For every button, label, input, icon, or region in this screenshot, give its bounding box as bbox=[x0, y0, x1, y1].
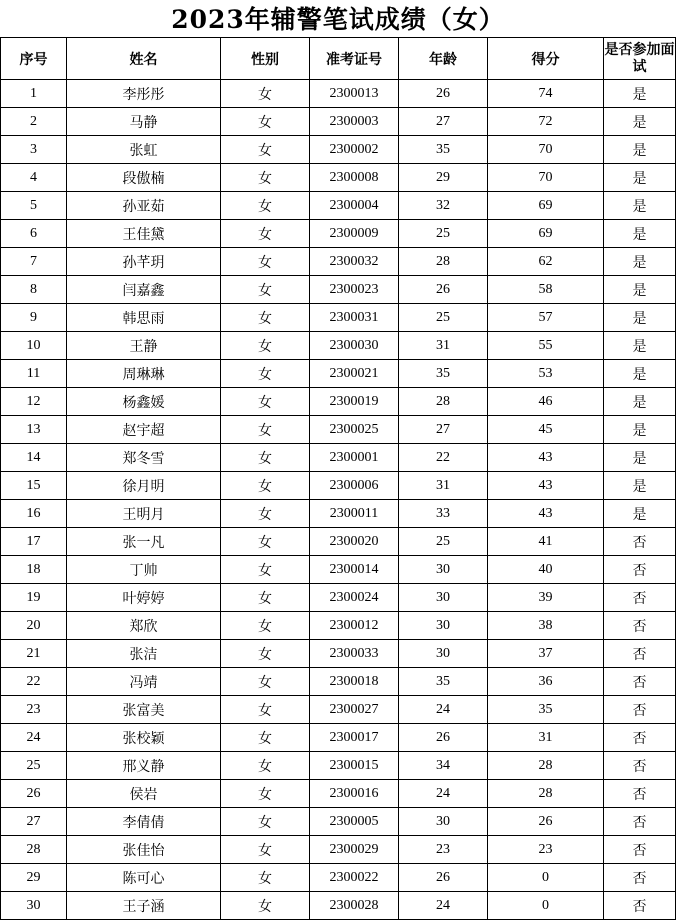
header-row bbox=[1, 38, 676, 80]
cell-seq: 28 bbox=[1, 836, 67, 864]
table-row bbox=[1, 892, 676, 920]
cell-interview: 是 bbox=[604, 416, 676, 444]
cell-gender: 女 bbox=[221, 612, 310, 640]
cell-age: 33 bbox=[399, 500, 488, 528]
cell-age: 30 bbox=[399, 584, 488, 612]
cell-gender: 女 bbox=[221, 640, 310, 668]
cell-interview: 是 bbox=[604, 388, 676, 416]
cell-gender: 女 bbox=[221, 696, 310, 724]
table-row bbox=[1, 780, 676, 808]
cell-age: 22 bbox=[399, 444, 488, 472]
cell-exam-id: 2300031 bbox=[310, 304, 399, 332]
cell-score: 28 bbox=[488, 752, 604, 780]
cell-seq: 20 bbox=[1, 612, 67, 640]
cell-age: 24 bbox=[399, 780, 488, 808]
page-title: 2023年辅警笔试成绩（女） bbox=[171, 5, 505, 34]
cell-name: 孙亚茹 bbox=[67, 192, 221, 220]
cell-exam-id: 2300015 bbox=[310, 752, 399, 780]
cell-name: 郑欣 bbox=[67, 612, 221, 640]
cell-gender: 女 bbox=[221, 864, 310, 892]
cell-exam-id: 2300030 bbox=[310, 332, 399, 360]
table-row bbox=[1, 388, 676, 416]
cell-age: 35 bbox=[399, 360, 488, 388]
cell-score: 57 bbox=[488, 304, 604, 332]
header-score: 得分 bbox=[488, 38, 604, 80]
table-row bbox=[1, 864, 676, 892]
cell-interview: 否 bbox=[604, 836, 676, 864]
cell-exam-id: 2300029 bbox=[310, 836, 399, 864]
cell-age: 24 bbox=[399, 696, 488, 724]
cell-name: 李彤彤 bbox=[67, 80, 221, 108]
cell-age: 35 bbox=[399, 136, 488, 164]
cell-name: 孙芊玥 bbox=[67, 248, 221, 276]
cell-seq: 27 bbox=[1, 808, 67, 836]
cell-exam-id: 2300021 bbox=[310, 360, 399, 388]
cell-score: 70 bbox=[488, 164, 604, 192]
cell-score: 40 bbox=[488, 556, 604, 584]
cell-seq: 26 bbox=[1, 780, 67, 808]
cell-seq: 29 bbox=[1, 864, 67, 892]
cell-age: 28 bbox=[399, 248, 488, 276]
table-row bbox=[1, 360, 676, 388]
cell-exam-id: 2300032 bbox=[310, 248, 399, 276]
cell-interview: 否 bbox=[604, 780, 676, 808]
cell-interview: 否 bbox=[604, 808, 676, 836]
cell-gender: 女 bbox=[221, 528, 310, 556]
cell-score: 0 bbox=[488, 864, 604, 892]
table-row bbox=[1, 640, 676, 668]
cell-seq: 12 bbox=[1, 388, 67, 416]
cell-name: 王明月 bbox=[67, 500, 221, 528]
table-header bbox=[1, 38, 676, 80]
table-row bbox=[1, 612, 676, 640]
cell-gender: 女 bbox=[221, 472, 310, 500]
table-row bbox=[1, 528, 676, 556]
cell-gender: 女 bbox=[221, 248, 310, 276]
table-row bbox=[1, 276, 676, 304]
cell-name: 韩思雨 bbox=[67, 304, 221, 332]
cell-exam-id: 2300011 bbox=[310, 500, 399, 528]
cell-seq: 16 bbox=[1, 500, 67, 528]
cell-interview: 是 bbox=[604, 444, 676, 472]
cell-age: 27 bbox=[399, 416, 488, 444]
cell-age: 26 bbox=[399, 724, 488, 752]
cell-seq: 2 bbox=[1, 108, 67, 136]
cell-age: 30 bbox=[399, 640, 488, 668]
cell-score: 53 bbox=[488, 360, 604, 388]
cell-interview: 是 bbox=[604, 248, 676, 276]
cell-exam-id: 2300001 bbox=[310, 444, 399, 472]
cell-age: 28 bbox=[399, 388, 488, 416]
cell-interview: 否 bbox=[604, 752, 676, 780]
cell-interview: 否 bbox=[604, 612, 676, 640]
cell-interview: 否 bbox=[604, 724, 676, 752]
cell-age: 25 bbox=[399, 220, 488, 248]
cell-interview: 是 bbox=[604, 472, 676, 500]
cell-seq: 30 bbox=[1, 892, 67, 920]
cell-score: 39 bbox=[488, 584, 604, 612]
cell-age: 29 bbox=[399, 164, 488, 192]
cell-exam-id: 2300012 bbox=[310, 612, 399, 640]
cell-score: 62 bbox=[488, 248, 604, 276]
cell-seq: 17 bbox=[1, 528, 67, 556]
cell-seq: 3 bbox=[1, 136, 67, 164]
cell-score: 72 bbox=[488, 108, 604, 136]
cell-score: 45 bbox=[488, 416, 604, 444]
cell-seq: 7 bbox=[1, 248, 67, 276]
cell-name: 李倩倩 bbox=[67, 808, 221, 836]
table-row bbox=[1, 500, 676, 528]
cell-exam-id: 2300003 bbox=[310, 108, 399, 136]
table-body bbox=[1, 80, 676, 920]
cell-name: 陈可心 bbox=[67, 864, 221, 892]
cell-name: 丁帅 bbox=[67, 556, 221, 584]
cell-age: 25 bbox=[399, 528, 488, 556]
cell-name: 侯岩 bbox=[67, 780, 221, 808]
cell-gender: 女 bbox=[221, 304, 310, 332]
cell-interview: 否 bbox=[604, 864, 676, 892]
cell-name: 马静 bbox=[67, 108, 221, 136]
cell-interview: 是 bbox=[604, 80, 676, 108]
cell-exam-id: 2300017 bbox=[310, 724, 399, 752]
cell-score: 28 bbox=[488, 780, 604, 808]
cell-name: 叶婷婷 bbox=[67, 584, 221, 612]
cell-score: 0 bbox=[488, 892, 604, 920]
cell-score: 23 bbox=[488, 836, 604, 864]
cell-interview: 是 bbox=[604, 108, 676, 136]
cell-gender: 女 bbox=[221, 892, 310, 920]
table-row bbox=[1, 752, 676, 780]
cell-name: 郑冬雪 bbox=[67, 444, 221, 472]
cell-score: 46 bbox=[488, 388, 604, 416]
cell-gender: 女 bbox=[221, 276, 310, 304]
cell-score: 69 bbox=[488, 192, 604, 220]
cell-exam-id: 2300018 bbox=[310, 668, 399, 696]
cell-interview: 是 bbox=[604, 304, 676, 332]
table-row bbox=[1, 808, 676, 836]
table-row bbox=[1, 416, 676, 444]
table-row bbox=[1, 248, 676, 276]
cell-seq: 6 bbox=[1, 220, 67, 248]
cell-interview: 是 bbox=[604, 192, 676, 220]
cell-age: 35 bbox=[399, 668, 488, 696]
cell-interview: 是 bbox=[604, 220, 676, 248]
cell-interview: 是 bbox=[604, 360, 676, 388]
cell-score: 69 bbox=[488, 220, 604, 248]
cell-name: 张佳怡 bbox=[67, 836, 221, 864]
cell-seq: 9 bbox=[1, 304, 67, 332]
cell-score: 36 bbox=[488, 668, 604, 696]
cell-gender: 女 bbox=[221, 556, 310, 584]
table-row bbox=[1, 668, 676, 696]
cell-seq: 23 bbox=[1, 696, 67, 724]
table-row bbox=[1, 836, 676, 864]
header-seq: 序号 bbox=[1, 38, 67, 80]
cell-gender: 女 bbox=[221, 220, 310, 248]
cell-seq: 19 bbox=[1, 584, 67, 612]
cell-gender: 女 bbox=[221, 164, 310, 192]
table-row bbox=[1, 472, 676, 500]
cell-name: 王佳黛 bbox=[67, 220, 221, 248]
cell-score: 26 bbox=[488, 808, 604, 836]
cell-score: 38 bbox=[488, 612, 604, 640]
cell-exam-id: 2300033 bbox=[310, 640, 399, 668]
cell-exam-id: 2300002 bbox=[310, 136, 399, 164]
cell-age: 30 bbox=[399, 556, 488, 584]
cell-interview: 否 bbox=[604, 528, 676, 556]
table-row bbox=[1, 584, 676, 612]
cell-seq: 22 bbox=[1, 668, 67, 696]
cell-name: 徐月明 bbox=[67, 472, 221, 500]
cell-gender: 女 bbox=[221, 500, 310, 528]
cell-age: 31 bbox=[399, 472, 488, 500]
cell-score: 74 bbox=[488, 80, 604, 108]
table-row bbox=[1, 724, 676, 752]
cell-age: 24 bbox=[399, 892, 488, 920]
cell-exam-id: 2300016 bbox=[310, 780, 399, 808]
header-exam-id: 准考证号 bbox=[310, 38, 399, 80]
cell-gender: 女 bbox=[221, 360, 310, 388]
cell-gender: 女 bbox=[221, 584, 310, 612]
cell-score: 43 bbox=[488, 472, 604, 500]
cell-score: 55 bbox=[488, 332, 604, 360]
header-age: 年龄 bbox=[399, 38, 488, 80]
table-row bbox=[1, 192, 676, 220]
cell-score: 43 bbox=[488, 444, 604, 472]
cell-interview: 是 bbox=[604, 276, 676, 304]
cell-age: 32 bbox=[399, 192, 488, 220]
header-gender: 性别 bbox=[221, 38, 310, 80]
cell-exam-id: 2300006 bbox=[310, 472, 399, 500]
cell-seq: 14 bbox=[1, 444, 67, 472]
table-row bbox=[1, 164, 676, 192]
cell-exam-id: 2300009 bbox=[310, 220, 399, 248]
cell-score: 43 bbox=[488, 500, 604, 528]
cell-exam-id: 2300024 bbox=[310, 584, 399, 612]
cell-age: 25 bbox=[399, 304, 488, 332]
cell-age: 30 bbox=[399, 808, 488, 836]
cell-gender: 女 bbox=[221, 332, 310, 360]
cell-name: 张富美 bbox=[67, 696, 221, 724]
table-row bbox=[1, 556, 676, 584]
cell-seq: 5 bbox=[1, 192, 67, 220]
table-row bbox=[1, 80, 676, 108]
cell-name: 赵宇超 bbox=[67, 416, 221, 444]
cell-exam-id: 2300019 bbox=[310, 388, 399, 416]
cell-seq: 13 bbox=[1, 416, 67, 444]
cell-interview: 否 bbox=[604, 696, 676, 724]
cell-seq: 24 bbox=[1, 724, 67, 752]
cell-interview: 是 bbox=[604, 500, 676, 528]
table-row bbox=[1, 304, 676, 332]
cell-seq: 11 bbox=[1, 360, 67, 388]
header-name: 姓名 bbox=[67, 38, 221, 80]
cell-gender: 女 bbox=[221, 724, 310, 752]
cell-interview: 否 bbox=[604, 640, 676, 668]
cell-interview: 否 bbox=[604, 892, 676, 920]
cell-age: 26 bbox=[399, 80, 488, 108]
cell-exam-id: 2300027 bbox=[310, 696, 399, 724]
cell-seq: 25 bbox=[1, 752, 67, 780]
cell-interview: 是 bbox=[604, 332, 676, 360]
cell-exam-id: 2300004 bbox=[310, 192, 399, 220]
cell-name: 王子涵 bbox=[67, 892, 221, 920]
cell-age: 34 bbox=[399, 752, 488, 780]
table-row bbox=[1, 136, 676, 164]
cell-gender: 女 bbox=[221, 108, 310, 136]
cell-interview: 是 bbox=[604, 136, 676, 164]
cell-name: 段傲楠 bbox=[67, 164, 221, 192]
cell-seq: 18 bbox=[1, 556, 67, 584]
cell-gender: 女 bbox=[221, 780, 310, 808]
cell-gender: 女 bbox=[221, 416, 310, 444]
cell-gender: 女 bbox=[221, 136, 310, 164]
cell-name: 闫嘉鑫 bbox=[67, 276, 221, 304]
cell-gender: 女 bbox=[221, 808, 310, 836]
cell-exam-id: 2300008 bbox=[310, 164, 399, 192]
cell-interview: 是 bbox=[604, 164, 676, 192]
cell-gender: 女 bbox=[221, 836, 310, 864]
cell-score: 31 bbox=[488, 724, 604, 752]
cell-exam-id: 2300014 bbox=[310, 556, 399, 584]
score-table bbox=[0, 37, 676, 920]
cell-age: 26 bbox=[399, 864, 488, 892]
table-row bbox=[1, 332, 676, 360]
cell-name: 张校颖 bbox=[67, 724, 221, 752]
cell-exam-id: 2300005 bbox=[310, 808, 399, 836]
cell-gender: 女 bbox=[221, 80, 310, 108]
cell-exam-id: 2300013 bbox=[310, 80, 399, 108]
cell-name: 王静 bbox=[67, 332, 221, 360]
cell-gender: 女 bbox=[221, 752, 310, 780]
table-row bbox=[1, 444, 676, 472]
cell-exam-id: 2300020 bbox=[310, 528, 399, 556]
cell-score: 35 bbox=[488, 696, 604, 724]
cell-seq: 4 bbox=[1, 164, 67, 192]
cell-seq: 21 bbox=[1, 640, 67, 668]
cell-name: 冯靖 bbox=[67, 668, 221, 696]
cell-seq: 1 bbox=[1, 80, 67, 108]
header-interview: 是否参加面试 bbox=[604, 38, 676, 80]
table-row bbox=[1, 220, 676, 248]
cell-seq: 10 bbox=[1, 332, 67, 360]
cell-interview: 否 bbox=[604, 668, 676, 696]
cell-age: 27 bbox=[399, 108, 488, 136]
table-row bbox=[1, 696, 676, 724]
cell-name: 杨鑫媛 bbox=[67, 388, 221, 416]
cell-gender: 女 bbox=[221, 668, 310, 696]
cell-gender: 女 bbox=[221, 192, 310, 220]
cell-name: 张一凡 bbox=[67, 528, 221, 556]
cell-exam-id: 2300028 bbox=[310, 892, 399, 920]
cell-seq: 15 bbox=[1, 472, 67, 500]
cell-interview: 否 bbox=[604, 584, 676, 612]
cell-score: 58 bbox=[488, 276, 604, 304]
cell-score: 70 bbox=[488, 136, 604, 164]
cell-seq: 8 bbox=[1, 276, 67, 304]
cell-name: 周琳琳 bbox=[67, 360, 221, 388]
cell-gender: 女 bbox=[221, 388, 310, 416]
cell-exam-id: 2300022 bbox=[310, 864, 399, 892]
cell-name: 张虹 bbox=[67, 136, 221, 164]
cell-gender: 女 bbox=[221, 444, 310, 472]
cell-age: 26 bbox=[399, 276, 488, 304]
cell-name: 张洁 bbox=[67, 640, 221, 668]
cell-score: 41 bbox=[488, 528, 604, 556]
cell-exam-id: 2300025 bbox=[310, 416, 399, 444]
cell-exam-id: 2300023 bbox=[310, 276, 399, 304]
cell-age: 30 bbox=[399, 612, 488, 640]
cell-age: 23 bbox=[399, 836, 488, 864]
cell-name: 邢义静 bbox=[67, 752, 221, 780]
cell-interview: 否 bbox=[604, 556, 676, 584]
cell-age: 31 bbox=[399, 332, 488, 360]
cell-score: 37 bbox=[488, 640, 604, 668]
table-row bbox=[1, 108, 676, 136]
